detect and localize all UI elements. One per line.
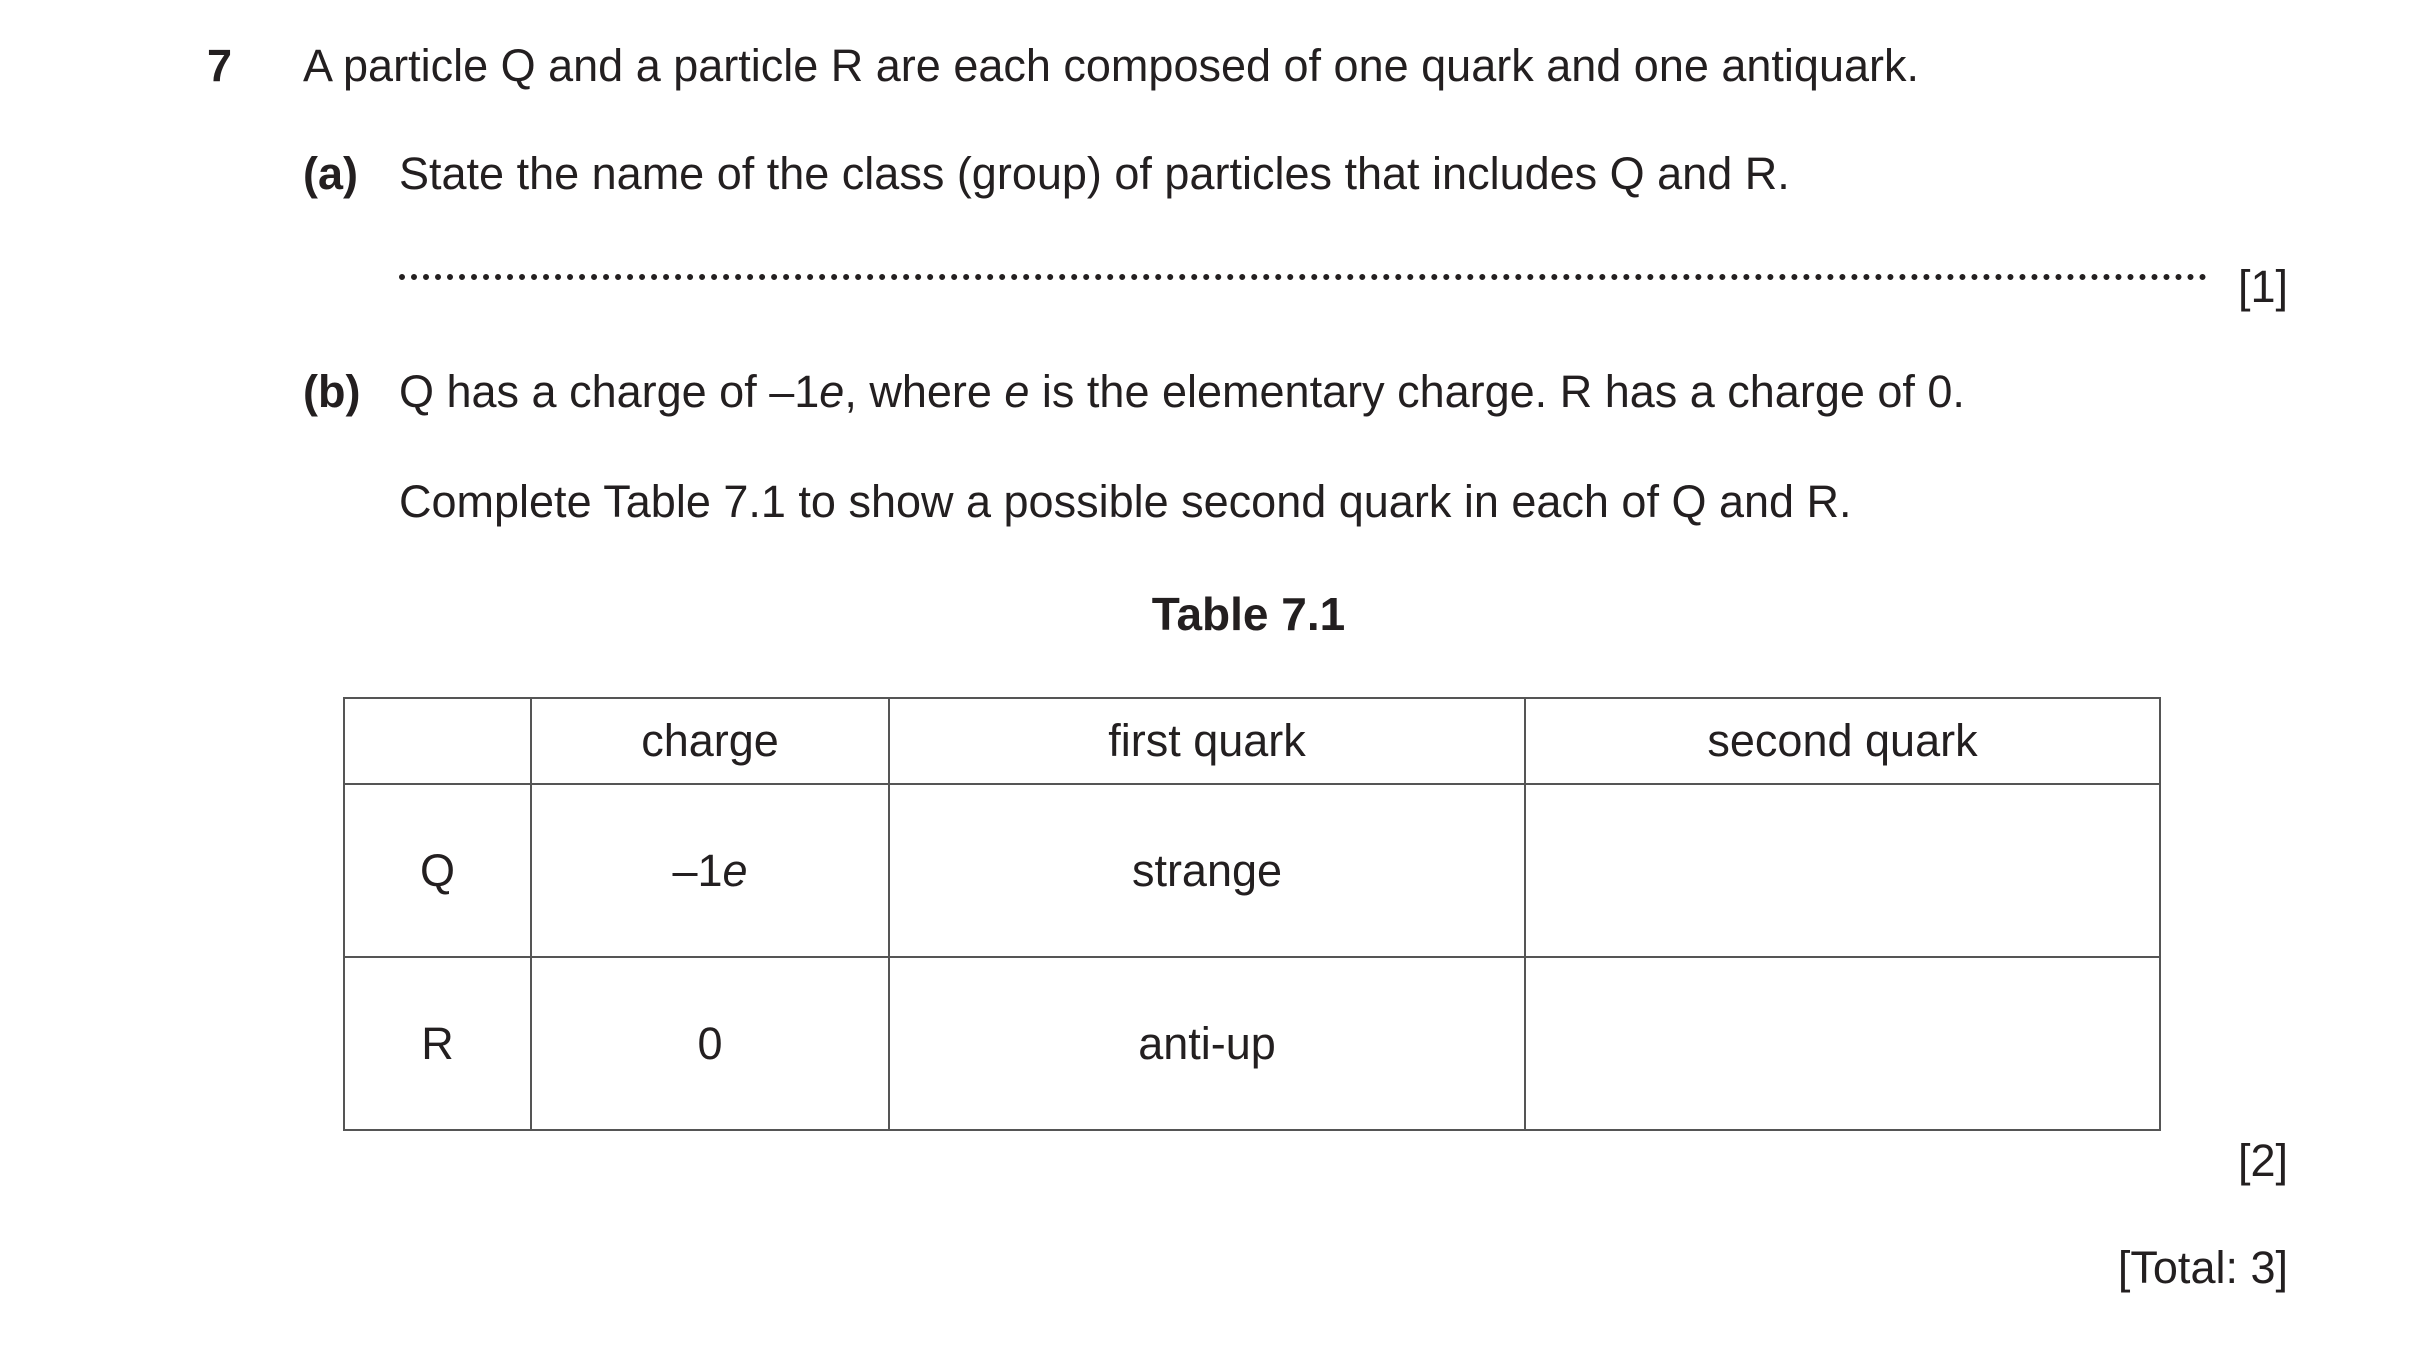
elementary-charge-symbol: e	[1004, 366, 1030, 417]
part-a-marks: [1]	[2237, 261, 2288, 312]
table-row	[344, 957, 2160, 1130]
elementary-charge-symbol: e	[819, 366, 845, 417]
table-caption: Table 7.1	[1151, 588, 1346, 640]
question-number: 7	[207, 40, 233, 91]
particle-cell: R	[344, 957, 531, 1130]
charge-cell	[531, 957, 889, 1130]
part-b-label: (b)	[303, 366, 361, 417]
charge-cell	[531, 784, 889, 957]
part-b-marks: [2]	[2237, 1135, 2288, 1186]
part-a-text: State the name of the class (group) of particles that includes Q and R.	[399, 148, 1790, 199]
part-b-text-3: is the elementary charge. R has a charge of 0.	[1029, 366, 1965, 417]
part-b-text-2: , where	[844, 366, 1005, 417]
particle-cell: Q	[344, 784, 531, 957]
part-a-label: (a)	[303, 148, 358, 199]
second-quark-answer-cell[interactable]	[1525, 784, 2160, 957]
header-charge: charge	[531, 698, 889, 784]
total-marks: [Total: 3]	[2117, 1242, 2288, 1293]
first-quark-cell: strange	[889, 784, 1525, 957]
charge-value: –1	[672, 844, 723, 896]
charge-unit: e	[722, 844, 748, 896]
answer-line[interactable]	[399, 270, 2207, 280]
part-b-text-1: Q has a charge of –1	[399, 366, 820, 417]
part-b-instruction: Complete Table 7.1 to show a possible second quark in each of Q and R.	[399, 476, 1852, 527]
table-row	[344, 784, 2160, 957]
quark-table	[343, 697, 2161, 1131]
charge-value: 0	[697, 1017, 723, 1069]
header-second-quark: second quark	[1525, 698, 2160, 784]
question-stem: A particle Q and a particle R are each composed of one quark and one antiquark.	[303, 40, 1920, 91]
first-quark-cell: anti-up	[889, 957, 1525, 1130]
part-b-text	[399, 366, 1965, 417]
header-cell-blank	[344, 698, 531, 784]
table-header-row	[344, 698, 2160, 784]
header-first-quark: first quark	[889, 698, 1525, 784]
second-quark-answer-cell[interactable]	[1525, 957, 2160, 1130]
